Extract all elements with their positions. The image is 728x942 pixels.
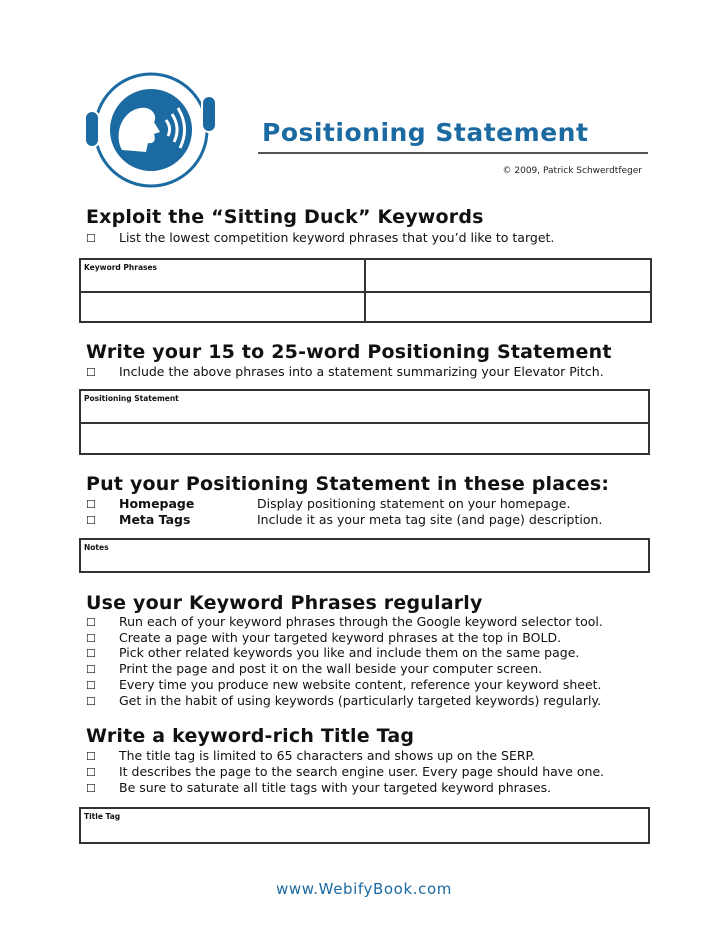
checklist-item: ☐ The title tag is limited to 65 characters and shows up on the SERP. [86,748,536,763]
keyword-phrase-cell[interactable] [365,292,651,322]
speaking-head-logo-icon [82,66,220,190]
positioning-statement-cell[interactable] [80,423,649,454]
notes-label: Notes [84,543,109,552]
checkbox-icon[interactable]: ☐ [86,514,96,527]
keyword-phrase-cell[interactable] [80,259,365,292]
notes-cell[interactable] [80,539,649,572]
checkbox-icon[interactable]: ☐ [86,498,96,511]
checkbox-icon[interactable]: ☐ [86,616,96,629]
checkbox-icon[interactable]: ☐ [86,663,96,676]
positioning-statement-label: Positioning Statement [84,394,179,403]
checklist-item: ☐ Be sure to saturate all title tags with your targeted keyword phrases. [86,780,552,795]
checkbox-icon[interactable]: ☐ [86,647,96,660]
checkbox-icon[interactable]: ☐ [86,766,96,779]
positioning-statement-cell[interactable] [80,390,649,423]
checklist-item: ☐ Meta Tags Include it as your meta tag site (and page) description. [86,512,603,527]
title-tag-label: Title Tag [84,812,121,821]
checkbox-icon[interactable]: ☐ [86,782,96,795]
footer-website-link[interactable]: www.WebifyBook.com [276,880,452,898]
checklist-item: ☐ It describes the page to the search engine user. Every page should have one. [86,764,605,779]
checklist-item: ☐ Include the above phrases into a statement summarizing your Elevator Pitch. [86,364,604,379]
checkbox-icon[interactable]: ☐ [86,695,96,708]
section-heading-places: Put your Positioning Statement in these places: [86,473,610,495]
checklist-item: ☐ Create a page with your targeted keyword phrases at the top in BOLD. [86,630,562,645]
title-divider [258,152,648,154]
section-heading-positioning: Write your 15 to 25-word Positioning Statement [86,341,612,363]
notes-table [79,538,650,573]
title-tag-table [79,807,650,844]
checkbox-icon[interactable]: ☐ [86,366,96,379]
checklist-item: ☐ Print the page and post it on the wall beside your computer screen. [86,661,543,676]
checkbox-icon[interactable]: ☐ [86,632,96,645]
positioning-statement-table [79,389,650,455]
keyword-phrases-table [79,258,652,323]
copyright-notice: © 2009, Patrick Schwerdtfeger [502,166,642,176]
keyword-phrases-label: Keyword Phrases [84,263,158,272]
page-title: Positioning Statement [262,118,589,147]
checklist-item: ☐ List the lowest competition keyword phrases that you’d like to target. [86,230,555,245]
checkbox-icon[interactable]: ☐ [86,750,96,763]
section-heading-use-keywords: Use your Keyword Phrases regularly [86,592,483,614]
checklist-item: ☐ Every time you produce new website content, reference your keyword sheet. [86,677,602,692]
title-tag-cell[interactable] [80,808,649,843]
keyword-phrase-cell[interactable] [365,259,651,292]
checklist-item: ☐ Run each of your keyword phrases through the Google keyword selector tool. [86,614,603,629]
keyword-phrase-cell[interactable] [80,292,365,322]
checklist-item: ☐ Get in the habit of using keywords (particularly targeted keywords) regularly. [86,693,602,708]
checklist-item: ☐ Pick other related keywords you like and include them on the same page. [86,645,580,660]
checklist-item: ☐ Homepage Display positioning statement on your homepage. [86,496,571,511]
section-heading-title-tag: Write a keyword-rich Title Tag [86,725,415,747]
section-heading-keywords: Exploit the “Sitting Duck” Keywords [86,206,484,228]
checkbox-icon[interactable]: ☐ [86,232,96,245]
checkbox-icon[interactable]: ☐ [86,679,96,692]
